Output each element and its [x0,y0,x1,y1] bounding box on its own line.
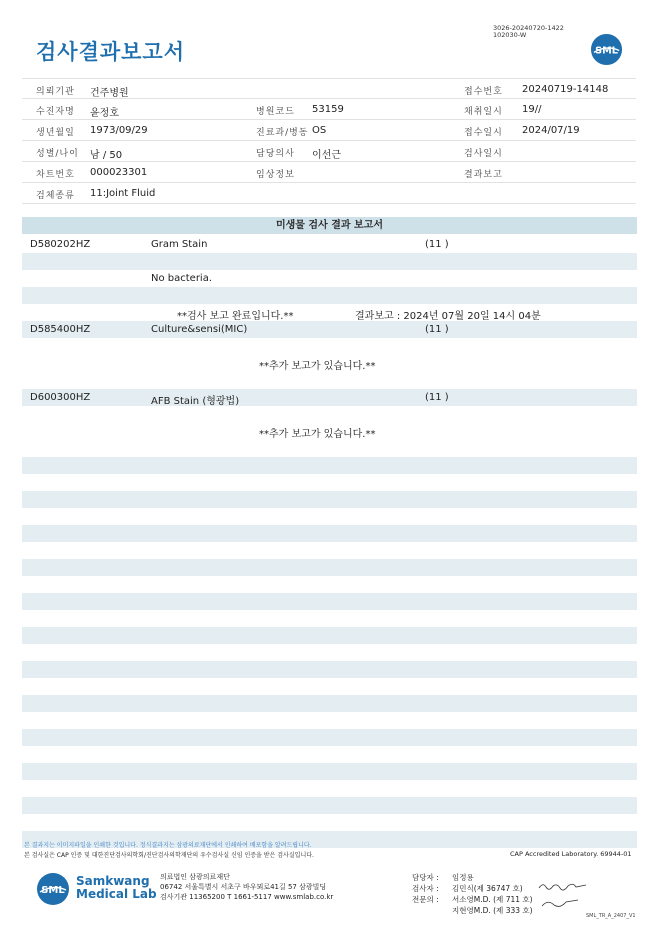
receipt-number: 20240719-14148 [522,84,609,95]
birth-date: 1973/09/29 [90,125,148,136]
test-code: D585400HZ [30,324,91,335]
stripe [22,593,637,610]
document-id: 3026-20240720-1422 102030-W [493,24,564,39]
patient-name: 윤정호 [90,108,119,119]
stripe [22,627,637,644]
test-code: D580202HZ [30,239,91,250]
sml-logo-icon [590,33,623,66]
info-row: 의뢰기관 건주병원 접수번호 20240719-14148 [22,78,636,99]
stripe [22,253,637,270]
signature-icon [540,896,580,910]
report-datetime: 결과보고 : 2024년 07월 20일 14시 04분 [355,311,541,322]
stripe [22,389,637,406]
print-notice: 본 결과지는 이미지파일을 인쇄한 것입니다. 정식결과지는 삼광의료재단에서 인쇄하여 배포함을 알려드립니다. [24,842,312,849]
institution-address: 의료법인 삼광의료재단 06742 서울특별시 서초구 바우뫼로41길 57 삼광빌딩 검사기관 11365200 T 1661-5117 www.smlab.co.kr [160,873,334,901]
stripe [22,695,637,712]
attending-doctor: 이선근 [312,150,341,161]
specimen-code: (11 ) [425,392,449,403]
sex-age: 남 / 50 [90,150,123,161]
stripe [22,287,637,304]
staff-manager: 임정용 [452,873,474,882]
info-row: 수진자명 윤정호 병원코드 53159 채취일시 19// [22,99,636,120]
test-result: No bacteria. [151,273,213,284]
staff-specialist: 지현영M.D. (제 333 호) [452,906,533,915]
info-row: 차트번호 000023301 임상정보 결과보고 [22,162,636,183]
stripe [22,321,637,338]
report-complete-note: **검사 보고 완료입니다.** [177,311,294,322]
stripe [22,559,637,576]
page-title: 검사결과보고서 [36,40,186,64]
info-row: 성별/나이 남 / 50 담당의사 이선근 검사일시 [22,141,636,162]
svg-text:SML: SML [41,885,65,896]
hospital-code: 53159 [312,104,344,115]
brand-name: Samkwang Medical Lab [76,874,157,901]
specimen-code: (11 ) [425,239,449,250]
stripe [22,729,637,746]
stripe [22,491,637,508]
stripe [22,457,637,474]
stripe [22,661,637,678]
form-code: SML_TR_A_2407_V1 [586,913,636,919]
test-code: D600300HZ [30,392,91,403]
staff-specialist: 서소영M.D. (제 711 호) [452,895,533,904]
info-row: 검체종류 11:Joint Fluid [22,183,636,204]
cap-accreditation: CAP Accredited Laboratory. 69944-01 [510,850,632,858]
patient-info-table [22,78,636,204]
staff-list: 담당자 : 임정용 검사자 : 김민식(제 36747 호) 전문의 : 서소영M.D. (제 711 호) 지현영M.D. (제 333 호) [412,873,533,915]
test-name: AFB Stain (형광법) [151,396,240,407]
stripe [22,763,637,780]
staff-tester: 김민식(제 36747 호) [452,884,523,893]
test-name: Gram Stain [151,239,208,250]
chart-number: 000023301 [90,167,148,178]
receipt-date: 2024/07/19 [522,125,580,136]
svg-text:SML: SML [595,45,618,57]
additional-report-note: **추가 보고가 있습니다.** [259,361,376,372]
referring-institution: 건주병원 [90,88,129,99]
stripe [22,797,637,814]
specimen-type: 11:Joint Fluid [90,188,156,199]
collection-date: 19// [522,104,542,115]
sml-footer-logo-icon [36,872,70,906]
test-name: Culture&sensi(MIC) [151,324,248,335]
additional-report-note: **추가 보고가 있습니다.** [259,429,376,440]
department: OS [312,125,327,136]
stripe [22,525,637,542]
results-section-header: 미생물 검사 결과 보고서 [22,217,637,234]
info-row: 생년월일 1973/09/29 진료과/병동 OS 접수일시 2024/07/19 [22,120,636,141]
specimen-code: (11 ) [425,324,449,335]
signature-icon [538,880,588,892]
accreditation-notice: 본 검사실은 CAP 인증 및 대한진단검사의학회/진단검사의학재단의 우수검사실 신임 인증을 받은 검사실입니다. [24,852,314,859]
